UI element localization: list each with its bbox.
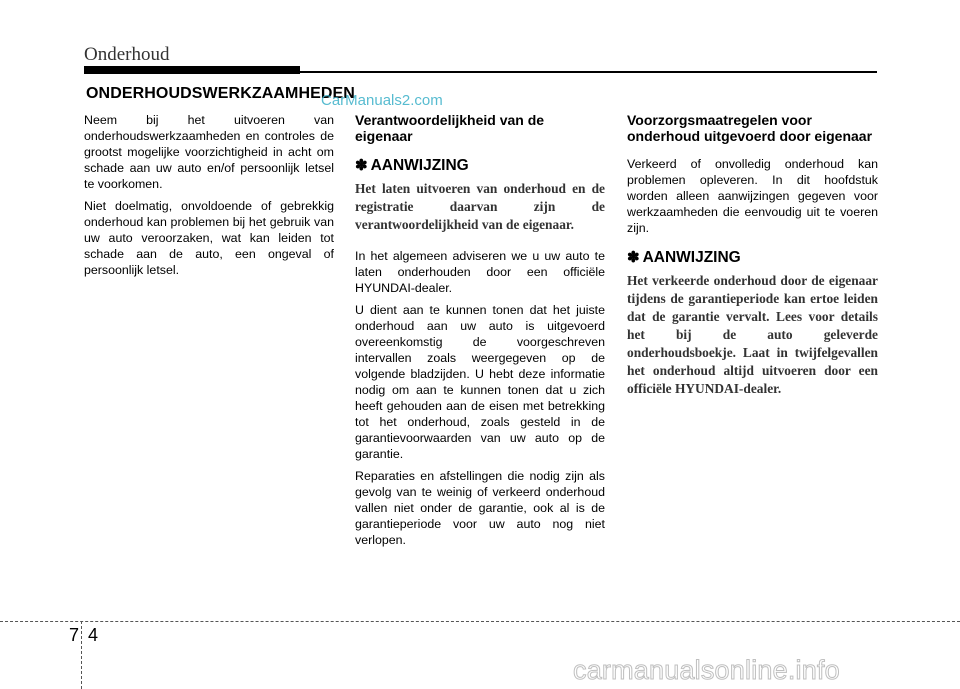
precautions-paragraph: Verkeerd of onvolledig onderhoud kan problemen opleveren. In dit hoofdstuk worden alleen aanwijzingen gegeven voor werkzaamheden die eenvoudig uit te voeren zijn. <box>627 157 878 235</box>
owner-paragraph-2: U dient aan te kunnen tonen dat het juiste onderhoud aan uw auto is uitgevoerd overeenkomstig de voorgeschreven intervallen zoals weergegeven op de volgende bladzijden. U hebt deze informatie nodig om aan te kunnen tonen dat u zich heeft gehouden aan de eisen met betrekking tot het onderhoud, zoals gesteld in de garantievoorwaarden van uw auto op de garantie. <box>355 303 605 461</box>
section-heading: ONDERHOUDSWERKZAAMHEDEN <box>86 85 355 102</box>
note-title <box>627 250 878 266</box>
note-title <box>355 158 605 174</box>
column-intro <box>84 112 334 284</box>
watermark-carmanualsonline: carmanualsonline.info <box>573 655 840 685</box>
note-asterisk-icon: ✽ <box>627 249 640 266</box>
footer-dashed-rule <box>0 621 960 622</box>
watermark-carmanuals2: CarManuals2.com <box>321 92 443 109</box>
header-rule-thick <box>84 66 300 74</box>
note-body: Het verkeerde onderhoud door de eigenaar tijdens de garantieperiode kan ertoe leiden dat de garantie vervalt. Lees voor details het bij de auto geleverde onderhoudsboekje. Laat in twijfelgevallen het onderhoud altijd uitvoeren door een officiële HYUNDAI-dealer. <box>627 273 878 396</box>
page-number: 4 <box>88 625 99 645</box>
note-asterisk-icon: ✽ <box>355 157 368 174</box>
column-owner-precautions <box>627 112 878 412</box>
owner-paragraph-3: Reparaties en afstellingen die nodig zijn als gevolg van te weinig of verkeerd onderhoud vallen niet onder de garantie, ook al is de garantieperiode voor uw auto nog niet verlopen. <box>355 469 605 547</box>
footer-dashed-divider <box>81 621 82 689</box>
header-rule-thin <box>300 71 877 73</box>
chapter-number: 7 <box>69 625 80 645</box>
note-title-label: AANWIJZING <box>370 157 469 174</box>
owner-precautions-heading: Voorzorgsmaatregelen voor onderhoud uitgevoerd door eigenaar <box>627 112 873 144</box>
page-header-title: Onderhoud <box>84 44 170 65</box>
note-body: Het laten uitvoeren van onderhoud en de registratie daarvan zijn de verantwoordelijkheid van de eigenaar. <box>355 181 605 232</box>
intro-paragraph-2: Niet doelmatig, onvoldoende of gebrekkig onderhoud kan problemen bij het gebruik van uw auto veroorzaken, wat kan leiden tot schade aan de auto, een ongeval of persoonlijk letsel. <box>84 199 334 277</box>
owner-paragraph-1: In het algemeen adviseren we u uw auto te laten onderhouden door een officiële HYUNDAI-dealer. <box>355 249 605 295</box>
column-owner-responsibility <box>355 112 605 554</box>
intro-paragraph-1: Neem bij het uitvoeren van onderhoudswerkzaamheden en controles de grootst mogelijke voorzichtigheid in acht om schade aan uw auto en/of persoonlijk letsel te voorkomen. <box>84 113 334 191</box>
owner-responsibility-heading: Verantwoordelijkheid van de eigenaar <box>355 112 545 144</box>
note-title-label: AANWIJZING <box>642 249 741 266</box>
